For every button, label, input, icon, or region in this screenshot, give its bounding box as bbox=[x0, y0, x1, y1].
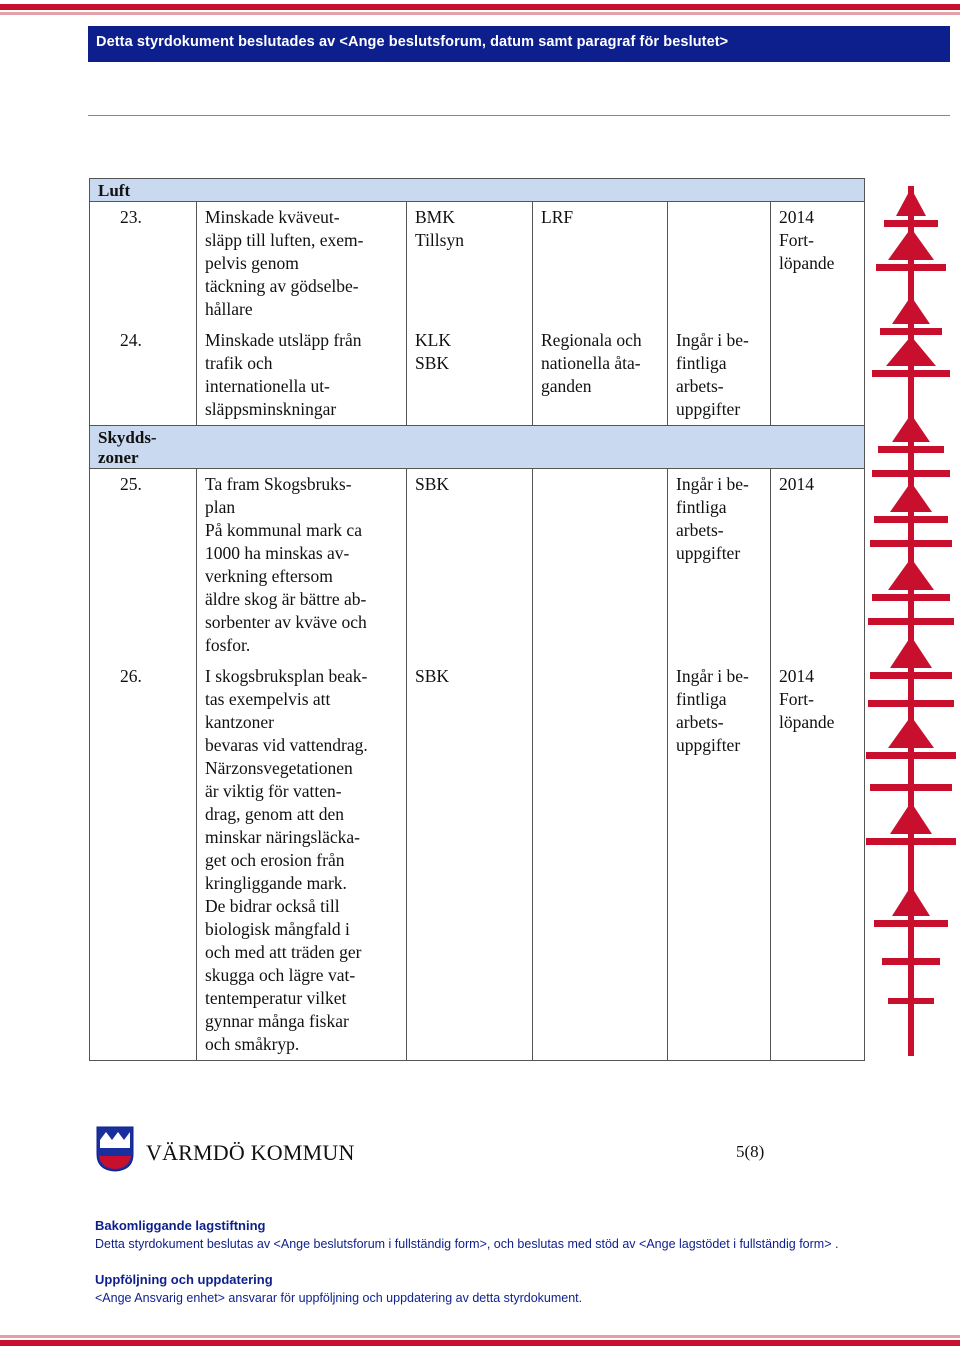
top-pink-stripe bbox=[0, 12, 960, 15]
table-row bbox=[90, 469, 865, 662]
row-action-text: Minskade kväveut- släpp till luften, exem- pelvis genom täckning av gödselbe- hållare bbox=[197, 202, 407, 326]
row-time: 2014 bbox=[771, 469, 865, 662]
section-header-luft bbox=[90, 179, 865, 202]
followup-heading: Uppföljning och uppdatering bbox=[95, 1272, 273, 1287]
row-financing bbox=[668, 202, 771, 326]
row-time bbox=[771, 325, 865, 426]
row-time: 2014 Fort- löpande bbox=[771, 202, 865, 326]
table-row bbox=[90, 661, 865, 1061]
page-number: 5(8) bbox=[736, 1142, 765, 1161]
action-table bbox=[89, 178, 865, 1061]
row-action-text: Minskade utsläpp från trafik och internationella ut- släppsminskningar bbox=[197, 325, 407, 426]
org-name: VÄRMDÖ KOMMUN bbox=[146, 1140, 355, 1165]
row-action-text: Ta fram Skogsbruks- plan På kommunal mark ca 1000 ha minskas av- verkning eftersom äldre skog är bättre ab- sorbenter av kväve och fosfor. bbox=[197, 469, 407, 662]
row-responsible: KLK SBK bbox=[407, 325, 533, 426]
row-financing: Ingår i be- fintliga arbets- uppgifter bbox=[668, 661, 771, 1061]
legal-heading: Bakomliggande lagstiftning bbox=[95, 1218, 266, 1233]
section-title: Luft bbox=[90, 179, 865, 202]
varmdo-logo-icon bbox=[96, 1126, 134, 1172]
bottom-pink-stripe bbox=[0, 1335, 960, 1338]
row-partner: Regionala och nationella åta- ganden bbox=[533, 325, 668, 426]
row-partner bbox=[533, 469, 668, 662]
decision-banner bbox=[88, 26, 950, 62]
row-number: 24. bbox=[90, 325, 197, 426]
row-partner bbox=[533, 661, 668, 1061]
bottom-red-stripe bbox=[0, 1340, 960, 1346]
row-responsible: SBK bbox=[407, 469, 533, 662]
row-number: 23. bbox=[90, 202, 197, 326]
table-row bbox=[90, 325, 865, 426]
followup-text: <Ange Ansvarig enhet> ansvarar för uppföljning och uppdatering av detta styrdokument. bbox=[95, 1291, 583, 1305]
row-action-text: I skogsbruksplan beak- tas exempelvis att kantzoner bevaras vid vattendrag. Närzonsvegetationen är viktig för vatten- drag, genom att den minskar näringsläcka- get och erosion från kringliggande mark. De bidrar också till biologisk mångfald i och med att träden ger skugga och lägre vat- tentemperatur vilket gynnar många fiskar och småkryp. bbox=[197, 661, 407, 1061]
table-row bbox=[90, 202, 865, 326]
row-financing: Ingår i be- fintliga arbets- uppgifter bbox=[668, 469, 771, 662]
tree-symbol-icon bbox=[862, 186, 960, 1056]
row-financing: Ingår i be- fintliga arbets- uppgifter bbox=[668, 325, 771, 426]
section-header-skyddszoner bbox=[90, 426, 865, 469]
row-number: 25. bbox=[90, 469, 197, 662]
row-responsible: BMK Tillsyn bbox=[407, 202, 533, 326]
row-partner: LRF bbox=[533, 202, 668, 326]
banner-text: Detta styrdokument beslutades av <Ange beslutsforum, datum samt paragraf för beslutet> bbox=[96, 34, 729, 50]
row-responsible: SBK bbox=[407, 661, 533, 1061]
header-rule bbox=[88, 115, 950, 116]
top-red-stripe bbox=[0, 4, 960, 10]
row-time: 2014 Fort- löpande bbox=[771, 661, 865, 1061]
legal-text: Detta styrdokument beslutas av <Ange beslutsforum i fullständig form>, och beslutas med stöd av <Ange lagstödet i fullständig form> . bbox=[95, 1237, 839, 1251]
row-number: 26. bbox=[90, 661, 197, 1061]
section-title: Skydds- zoner bbox=[90, 426, 865, 469]
